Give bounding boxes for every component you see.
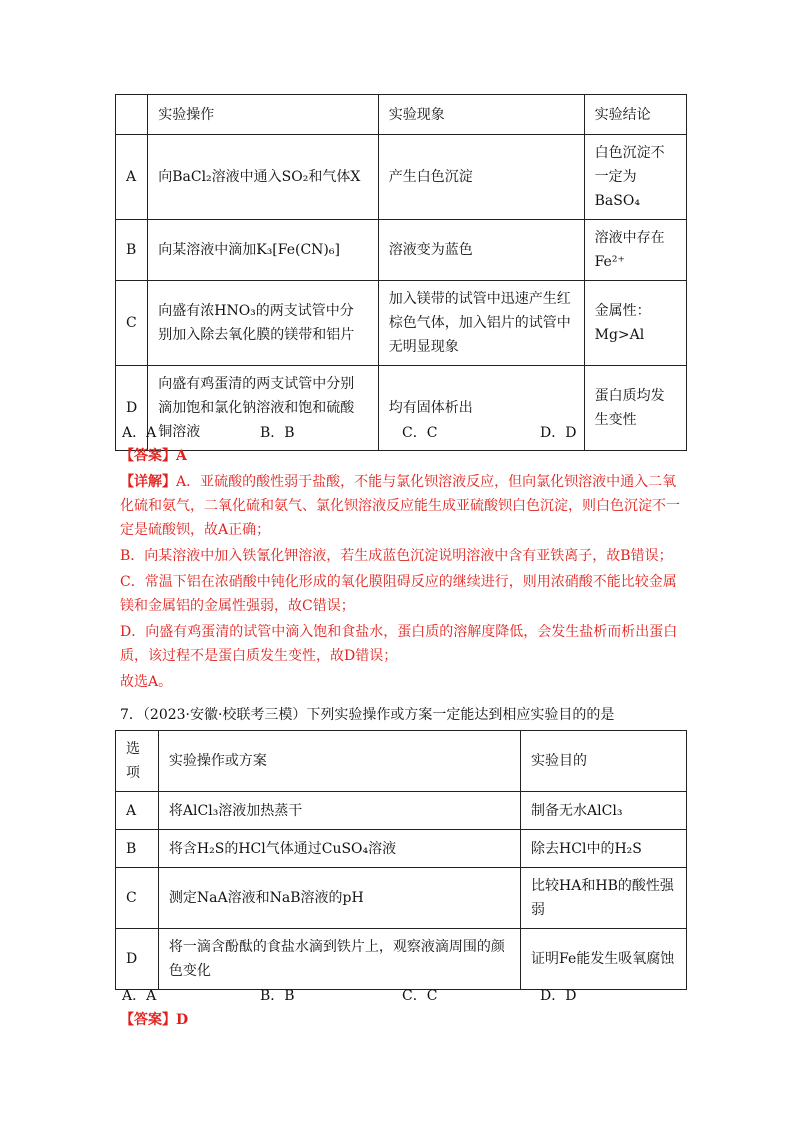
conclusion-cell: 溶液中存在Fe²⁺ (584, 220, 686, 281)
operation-cell: 向盛有鸡蛋清的两支试管中分别滴加饱和氯化钠溶液和饱和硫酸铜溶液 (148, 366, 379, 451)
phenomenon-cell: 溶液变为蓝色 (378, 220, 584, 281)
header-cell: 实验现象 (378, 95, 584, 135)
header-cell (116, 95, 148, 135)
operation-cell: 将AlCl₃溶液加热蒸干 (158, 792, 520, 830)
conclusion-cell: 蛋白质均发生变性 (584, 366, 686, 451)
table-header-row (116, 95, 687, 135)
table-row (116, 792, 687, 830)
operation-cell: 测定NaA溶液和NaB溶液的pH (158, 868, 520, 929)
operation-cell: 将含H₂S的HCl气体通过CuSO₄溶液 (158, 830, 520, 868)
answer-2 (120, 1008, 680, 1032)
option-b: B．B (260, 425, 295, 441)
header-cell: 实验结论 (584, 95, 686, 135)
explanation-line-c: C．常温下铝在浓硝酸中钝化形成的氧化膜阻碍反应的继续进行，则用浓硝酸不能比较金属镁和金属铝的金属性强弱，故C错误； (120, 574, 677, 614)
row-label: D (116, 929, 159, 990)
explanation-conclusion: 故选A。 (120, 674, 173, 690)
purpose-cell: 证明Fe能发生吸氧腐蚀 (521, 929, 687, 990)
table-row (116, 135, 687, 220)
option-c: C．C (402, 988, 438, 1004)
table-row (116, 281, 687, 366)
row-label: D (116, 366, 148, 451)
table-row (116, 868, 687, 929)
option-a: A．A (122, 988, 157, 1004)
option-a: A．A (122, 425, 157, 441)
option-d: D．D (540, 425, 577, 441)
table-row (116, 366, 687, 451)
experiment-table-2 (115, 730, 687, 990)
row-label: C (116, 868, 159, 929)
row-label: B (116, 220, 148, 281)
explanation (120, 470, 680, 694)
phenomenon-cell: 均有固体析出 (378, 366, 584, 451)
row-label: A (116, 792, 159, 830)
explanation-line-b: B．向某溶液中加入铁氰化钾溶液，若生成蓝色沉淀说明溶液中含有亚铁离子，故B错误； (120, 548, 673, 564)
phenomenon-cell: 加入镁带的试管中迅速产生红棕色气体，加入铝片的试管中无明显现象 (378, 281, 584, 366)
operation-cell: 向某溶液中滴加K₃[Fe(CN)₆] (148, 220, 379, 281)
table-row (116, 830, 687, 868)
experiment-table-1 (115, 94, 687, 451)
purpose-cell: 除去HCl中的H₂S (521, 830, 687, 868)
table-header-row (116, 731, 687, 792)
answer-value: D (176, 1012, 189, 1028)
purpose-cell: 比较HA和HB的酸性强弱 (521, 868, 687, 929)
explanation-line-d: D．向盛有鸡蛋清的试管中滴入饱和食盐水，蛋白质的溶解度降低，会发生盐析而析出蛋白质，该过程不是蛋白质发生变性，故D错误； (120, 624, 678, 664)
operation-cell: 向BaCl₂溶液中通入SO₂和气体X (148, 135, 379, 220)
answer-1 (120, 444, 680, 468)
explanation-line-a: 【详解】A．亚硫酸的酸性弱于盐酸，不能与氯化钡溶液反应，但向氯化钡溶液中通入二氧化硫和氨气，二氧化硫和氨气、氯化钡溶液反应能生成亚硫酸钡白色沉淀，则白色沉淀不一定是硫酸钡，故A正确； (120, 474, 680, 538)
table-row (116, 220, 687, 281)
operation-cell: 向盛有浓HNO₃的两支试管中分别加入除去氧化膜的镁带和铝片 (148, 281, 379, 366)
question-7-stem: 7．（2023·安徽·校联考三模）下列实验操作或方案一定能达到相应实验目的的是 (120, 707, 615, 723)
header-cell: 选项 (116, 731, 159, 792)
option-c: C．C (402, 425, 438, 441)
row-label: C (116, 281, 148, 366)
phenomenon-cell: 产生白色沉淀 (378, 135, 584, 220)
purpose-cell: 制备无水AlCl₃ (521, 792, 687, 830)
operation-cell: 将一滴含酚酞的食盐水滴到铁片上，观察液滴周围的颜色变化 (158, 929, 520, 990)
answer-tag: 【答案】 (120, 1012, 176, 1028)
conclusion-cell: 金属性：Mg>Al (584, 281, 686, 366)
answer-tag: 【答案】 (120, 448, 176, 464)
row-label: B (116, 830, 159, 868)
header-cell: 实验操作 (148, 95, 379, 135)
option-b: B．B (260, 988, 295, 1004)
conclusion-cell: 白色沉淀不一定为BaSO₄ (584, 135, 686, 220)
answer-value: A (176, 448, 187, 464)
header-cell: 实验目的 (521, 731, 687, 792)
table-row (116, 929, 687, 990)
explanation-tag: 【详解】 (120, 474, 176, 490)
header-cell: 实验操作或方案 (158, 731, 520, 792)
option-d: D．D (540, 988, 577, 1004)
row-label: A (116, 135, 148, 220)
